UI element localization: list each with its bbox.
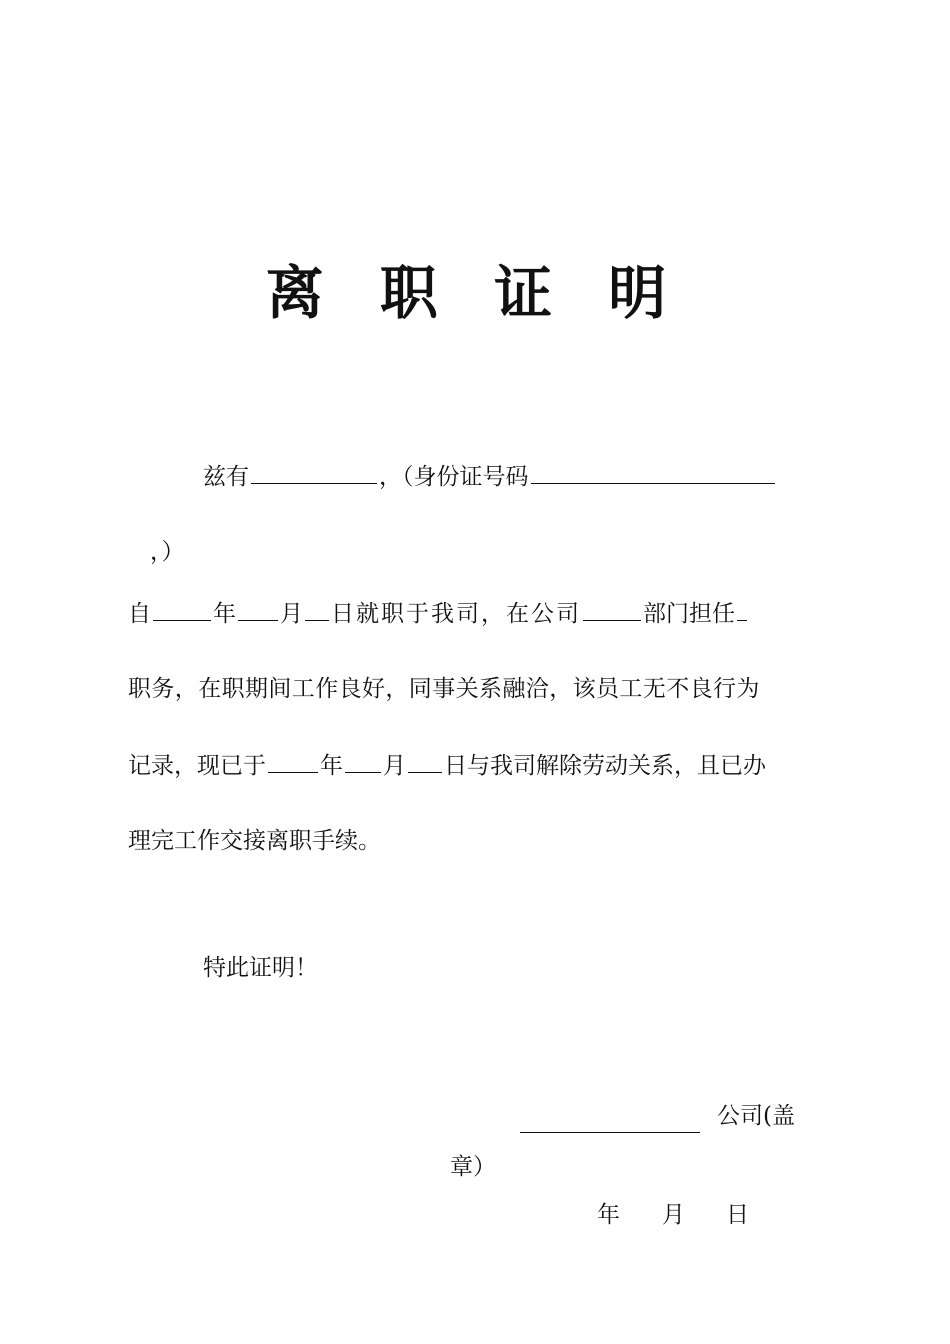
body-line-3	[128, 750, 766, 781]
body-start-text: 自	[128, 601, 151, 627]
intro-comma: ，	[379, 464, 402, 490]
certify-text: 特此证明！	[203, 955, 318, 981]
leave-month-blank[interactable]	[345, 750, 381, 773]
position-blank[interactable]	[737, 598, 747, 621]
join-month-label: 月	[280, 601, 303, 627]
leave-start-text: 记录，现已于	[128, 753, 266, 779]
intro-closing: ，）	[150, 539, 185, 565]
date-year-label: 年	[597, 1202, 620, 1228]
intro-prefix: 兹有	[203, 464, 249, 490]
company-name-blank[interactable]	[520, 1132, 700, 1133]
department-text: 部门担任	[643, 601, 735, 627]
join-month-blank[interactable]	[238, 598, 278, 621]
intro-line	[203, 461, 777, 492]
department-blank[interactable]	[583, 598, 641, 621]
body-line-1	[128, 598, 749, 629]
leave-year-label: 年	[320, 753, 343, 779]
company-seal-end: 章）	[450, 1154, 496, 1180]
name-blank[interactable]	[251, 461, 377, 484]
join-year-blank[interactable]	[153, 598, 211, 621]
body-line-4: 理完工作交接离职手续。	[128, 828, 381, 854]
leave-year-blank[interactable]	[268, 750, 318, 773]
leave-end-text: 日与我司解除劳动关系，且已办	[444, 753, 766, 779]
join-day-blank[interactable]	[305, 598, 329, 621]
document-title: 离 职 证 明	[265, 259, 685, 327]
company-seal-label: 公司(盖	[717, 1103, 795, 1129]
leave-day-blank[interactable]	[408, 750, 442, 773]
date-day-label: 日	[726, 1202, 749, 1228]
join-day-text: 日就职于我司，在公司	[331, 601, 581, 627]
date-month-label: 月	[662, 1202, 685, 1228]
body-line-2: 职务，在职期间工作良好，同事关系融洽，该员工无不良行为	[128, 676, 760, 702]
join-year-label: 年	[213, 601, 236, 627]
id-label: （身份证号码	[402, 464, 529, 490]
id-number-blank[interactable]	[531, 461, 775, 484]
leave-month-label: 月	[383, 753, 406, 779]
